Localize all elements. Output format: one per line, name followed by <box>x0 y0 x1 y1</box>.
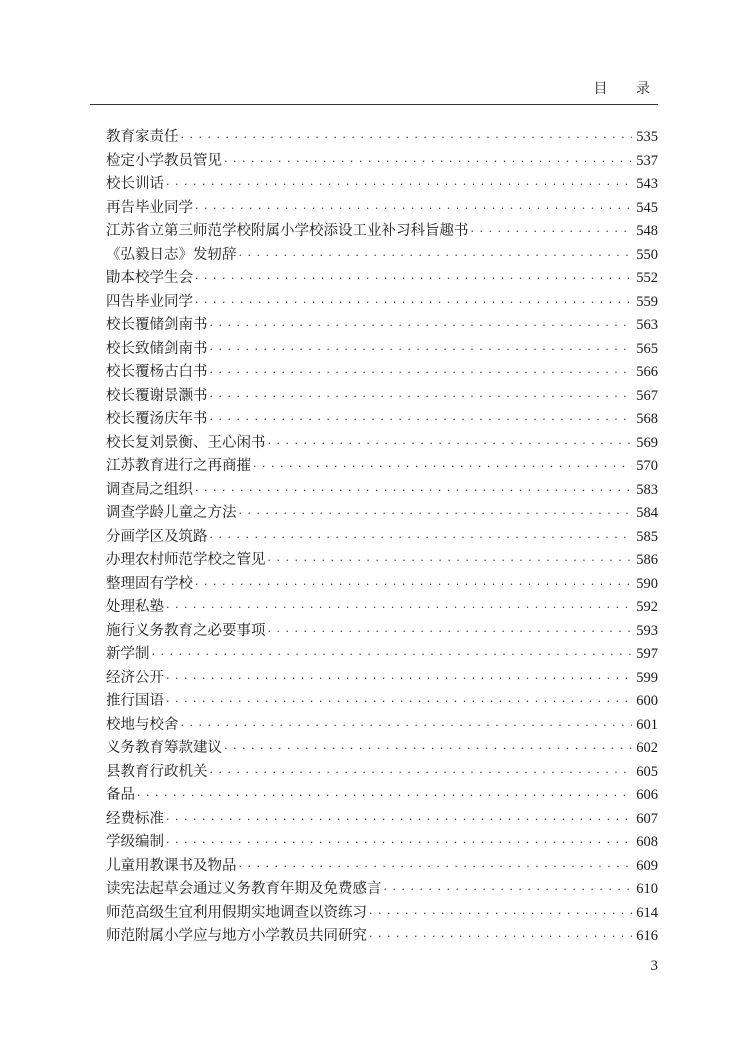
toc-entry-title: 施行义务教育之必要事项 <box>106 622 266 639</box>
toc-entry-title: 调查局之组织 <box>106 481 193 498</box>
toc-entry-page: 608 <box>636 834 658 850</box>
toc-entry-title: 县教育行政机关 <box>106 763 208 780</box>
toc-entry-page: 616 <box>636 928 658 944</box>
page-number: 3 <box>650 958 658 974</box>
toc-entry <box>106 925 658 949</box>
toc-entry <box>106 197 658 221</box>
dot-leader <box>268 620 633 644</box>
dot-leader <box>166 831 632 855</box>
dot-leader <box>224 150 632 174</box>
toc-entry-page: 548 <box>636 223 658 239</box>
toc-entry-page: 584 <box>636 505 658 521</box>
toc-entry <box>106 714 658 738</box>
toc-entry <box>106 220 658 244</box>
toc-entry <box>106 643 658 667</box>
toc-entry-title: 经费标准 <box>106 810 164 827</box>
dot-leader <box>224 737 632 761</box>
toc-entry <box>106 831 658 855</box>
toc-entry-title: 经济公开 <box>106 669 164 686</box>
toc-entry-page: 565 <box>636 340 658 357</box>
dot-leader <box>369 902 632 926</box>
toc-entry <box>106 902 658 926</box>
toc-entry-page: 537 <box>636 152 658 169</box>
toc-entry-title: 学级编制 <box>106 834 164 850</box>
toc-entry-title: 师范高级生宜利用假期实地调查以资练习 <box>106 904 367 921</box>
toc-entry-page: 550 <box>636 246 658 263</box>
toc-entry-page: 559 <box>636 293 658 310</box>
toc-entry-page: 543 <box>636 176 658 192</box>
dot-leader <box>268 549 633 573</box>
toc-entry-page: 585 <box>636 528 658 545</box>
toc-entry-page: 599 <box>636 669 658 686</box>
toc-entry-page: 535 <box>636 129 658 145</box>
toc-entry-title: 分画学区及筑路 <box>106 528 208 545</box>
dot-leader <box>210 526 633 550</box>
toc-entry-title: 检定小学教员管见 <box>106 152 222 169</box>
toc-entry <box>106 690 658 714</box>
dot-leader <box>152 643 633 667</box>
toc-entry-page: 609 <box>636 857 658 874</box>
toc-entry-title: 校长致储剑南书 <box>106 340 208 357</box>
toc-entry-page: 545 <box>636 199 658 216</box>
toc-entry-title: 读宪法起草会通过义务教育年期及免费感言 <box>106 881 382 897</box>
toc-entry <box>106 361 658 385</box>
dot-leader <box>195 573 632 597</box>
toc-entry <box>106 502 658 526</box>
toc-entry-page: 614 <box>636 904 658 921</box>
dot-leader <box>253 455 632 479</box>
toc-entry-page: 583 <box>636 481 658 498</box>
dot-leader <box>166 690 632 714</box>
toc-entry-title: 再告毕业同学 <box>106 199 193 216</box>
dot-leader <box>166 808 632 832</box>
toc-entry-title: 勖本校学生会 <box>106 270 193 286</box>
dot-leader <box>195 267 632 291</box>
toc-entry <box>106 267 658 291</box>
toc-entry <box>106 878 658 902</box>
dot-leader <box>166 667 632 691</box>
toc-entry-title: 师范附属小学应与地方小学教员共同研究 <box>106 928 367 944</box>
dot-leader <box>384 878 633 902</box>
toc-entry <box>106 126 658 150</box>
dot-leader <box>210 385 633 409</box>
dot-leader <box>166 596 632 620</box>
toc-entry-page: 597 <box>636 646 658 662</box>
toc-entry <box>106 549 658 573</box>
toc-entry <box>106 173 658 197</box>
dot-leader <box>210 761 633 785</box>
toc-entry-title: 教育家责任 <box>106 129 179 145</box>
toc-entry <box>106 573 658 597</box>
toc-entry-title: 整理固有学校 <box>106 575 193 592</box>
toc-entry-page: 566 <box>636 364 658 380</box>
toc-entry-page: 601 <box>636 716 658 733</box>
toc-entry-title: 校长复刘景衡、王心闲书 <box>106 434 266 451</box>
toc-entry-page: 593 <box>636 622 658 639</box>
toc-entry-title: 办理农村师范学校之管见 <box>106 552 266 568</box>
toc-entry-title: 处理私塾 <box>106 599 164 615</box>
toc-entry-title: 《弘毅日志》发轫辞 <box>106 246 237 263</box>
toc-entry-page: 590 <box>636 575 658 592</box>
toc-entry <box>106 455 658 479</box>
dot-leader <box>369 925 632 949</box>
dot-leader <box>181 126 633 150</box>
toc-entry-title: 备品 <box>106 787 135 803</box>
toc-entry-page: 592 <box>636 599 658 615</box>
toc-entry <box>106 385 658 409</box>
dot-leader <box>239 244 633 268</box>
toc-entry-page: 606 <box>636 787 658 803</box>
toc-entry <box>106 596 658 620</box>
toc-entry <box>106 737 658 761</box>
toc-entry-page: 569 <box>636 434 658 451</box>
dot-leader <box>471 220 633 244</box>
toc-entry-page: 602 <box>636 740 658 756</box>
dot-leader <box>239 502 633 526</box>
toc-entry-page: 600 <box>636 693 658 709</box>
dot-leader <box>210 408 633 432</box>
toc-entry-title: 新学制 <box>106 646 150 662</box>
dot-leader <box>166 173 632 197</box>
toc-entry-title: 校长训话 <box>106 176 164 192</box>
dot-leader <box>195 479 632 503</box>
toc-entry-title: 儿童用教课书及物品 <box>106 857 237 874</box>
toc-entry-page: 567 <box>636 387 658 404</box>
dot-leader <box>210 338 633 362</box>
toc-entry <box>106 808 658 832</box>
running-header: 目 录 <box>593 81 662 97</box>
toc-entry-title: 校长覆储剑南书 <box>106 317 208 333</box>
toc-entry-title: 推行国语 <box>106 693 164 709</box>
toc-entry-page: 586 <box>636 552 658 568</box>
toc-entry <box>106 526 658 550</box>
toc-entry-page: 607 <box>636 810 658 827</box>
toc-entry <box>106 291 658 315</box>
dot-leader <box>195 291 632 315</box>
toc-entry-title: 校长覆杨古白书 <box>106 364 208 380</box>
dot-leader <box>181 714 633 738</box>
dot-leader <box>210 361 633 385</box>
toc-entry <box>106 761 658 785</box>
toc-entry-page: 563 <box>636 317 658 333</box>
toc-entry <box>106 150 658 174</box>
toc-entry-title: 江苏省立第三师范学校附属小学校添设工业补习科旨趣书 <box>106 223 469 239</box>
toc-entry <box>106 408 658 432</box>
toc-entry <box>106 314 658 338</box>
dot-leader <box>195 197 632 221</box>
toc-entry-title: 江苏教育进行之再商摧 <box>106 458 251 474</box>
toc-entry <box>106 479 658 503</box>
toc-entry-page: 568 <box>636 411 658 427</box>
toc-entry-title: 四告毕业同学 <box>106 293 193 310</box>
toc-entry-page: 610 <box>636 881 658 897</box>
toc-entry-title: 校长覆汤庆年书 <box>106 411 208 427</box>
toc-entry <box>106 784 658 808</box>
toc-entry <box>106 432 658 456</box>
toc-entry-title: 调查学龄儿童之方法 <box>106 505 237 521</box>
toc-entry-title: 义务教育筹款建议 <box>106 740 222 756</box>
dot-leader <box>210 314 633 338</box>
header-rule <box>90 104 658 105</box>
toc-entry <box>106 855 658 879</box>
table-of-contents <box>106 126 658 949</box>
dot-leader <box>239 855 633 879</box>
toc-entry-page: 552 <box>636 270 658 286</box>
toc-entry-page: 570 <box>636 458 658 474</box>
toc-entry-title: 校长覆谢景灏书 <box>106 387 208 404</box>
toc-entry <box>106 620 658 644</box>
toc-entry <box>106 244 658 268</box>
toc-entry-title: 校地与校舍 <box>106 716 179 733</box>
toc-entry <box>106 338 658 362</box>
dot-leader <box>268 432 633 456</box>
toc-entry <box>106 667 658 691</box>
dot-leader <box>137 784 632 808</box>
toc-entry-page: 605 <box>636 763 658 780</box>
